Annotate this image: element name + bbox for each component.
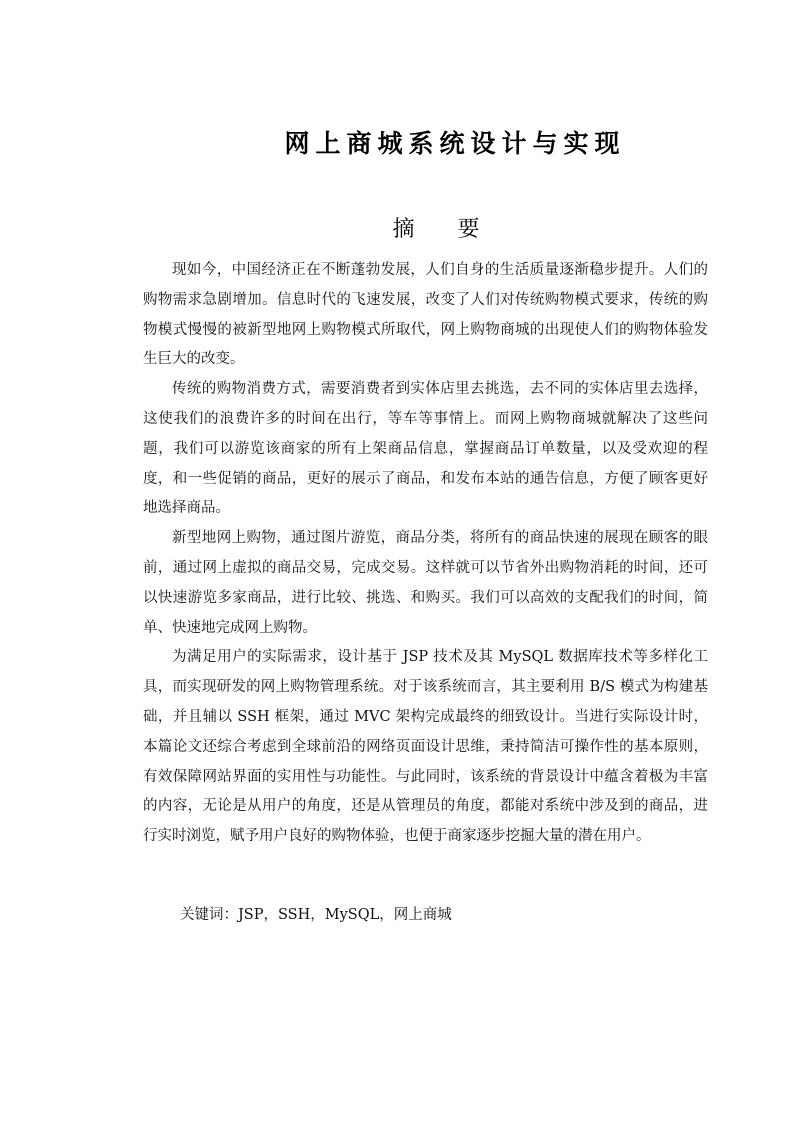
abstract-paragraph-1: 现如今，中国经济正在不断蓬勃发展，人们自身的生活质量逐渐稳步提升。人们的购物需求急剧增加。信息时代的飞速发展，改变了人们对传统购物模式要求，传统的购物模式慢慢的被新型地网上购物模式所取代，网上购物商城的出现使人们的购物体验发生巨大的改变。	[143, 262, 708, 368]
abstract-paragraph-2: 传统的购物消费方式，需要消费者到实体店里去挑选，去不同的实体店里去选择，这使我们的浪费许多的时间在出行，等车等事情上。而网上购物商城就解决了这些问题，我们可以游览该商家的所有上架商品信息，掌握商品订单数量，以及受欢迎的程度，和一些促销的商品，更好的展示了商品，和发布本站的通告信息，方便了顾客更好地选择商品。	[143, 381, 708, 517]
document-title: 网上商城系统设计与实现	[284, 129, 626, 158]
abstract-heading: 摘 要	[392, 217, 498, 242]
keywords-line: 关键词：JSP，SSH，MySQL，网上商城	[180, 907, 452, 923]
abstract-paragraph-4: 为满足用户的实际需求，设计基于 JSP 技术及其 MySQL 数据库技术等多样化工具，而实现研发的网上购物管理系统。对于该系统而言，其主要利用 B/S 模式为构建基础，并且辅以 SSH 框架，通过 MVC 架构完成最终的细致设计。当进行实际设计时，本篇论文还综合考虑到全球前沿的网络页面设计思维，秉持简洁可操作性的基本原则，有效保障网站界面的实用性与功能性。与此同时，该系统的背景设计中蕴含着极为丰富的内容，无论是从用户的角度，还是从管理员的角度，都能对系统中涉及到的商品，进行实时浏览，赋予用户良好的购物体验，也便于商家逐步挖掘大量的潜在用户。	[143, 649, 708, 845]
abstract-body	[143, 256, 708, 852]
abstract-paragraph-3: 新型地网上购物，通过图片游览，商品分类，将所有的商品快速的展现在顾客的眼前，通过网上虚拟的商品交易，完成交易。这样就可以节省外出购物消耗的时间，还可以快速游览多家商品，进行比较、挑选、和购买。我们可以高效的支配我们的时间，简单、快速地完成网上购物。	[143, 530, 708, 636]
